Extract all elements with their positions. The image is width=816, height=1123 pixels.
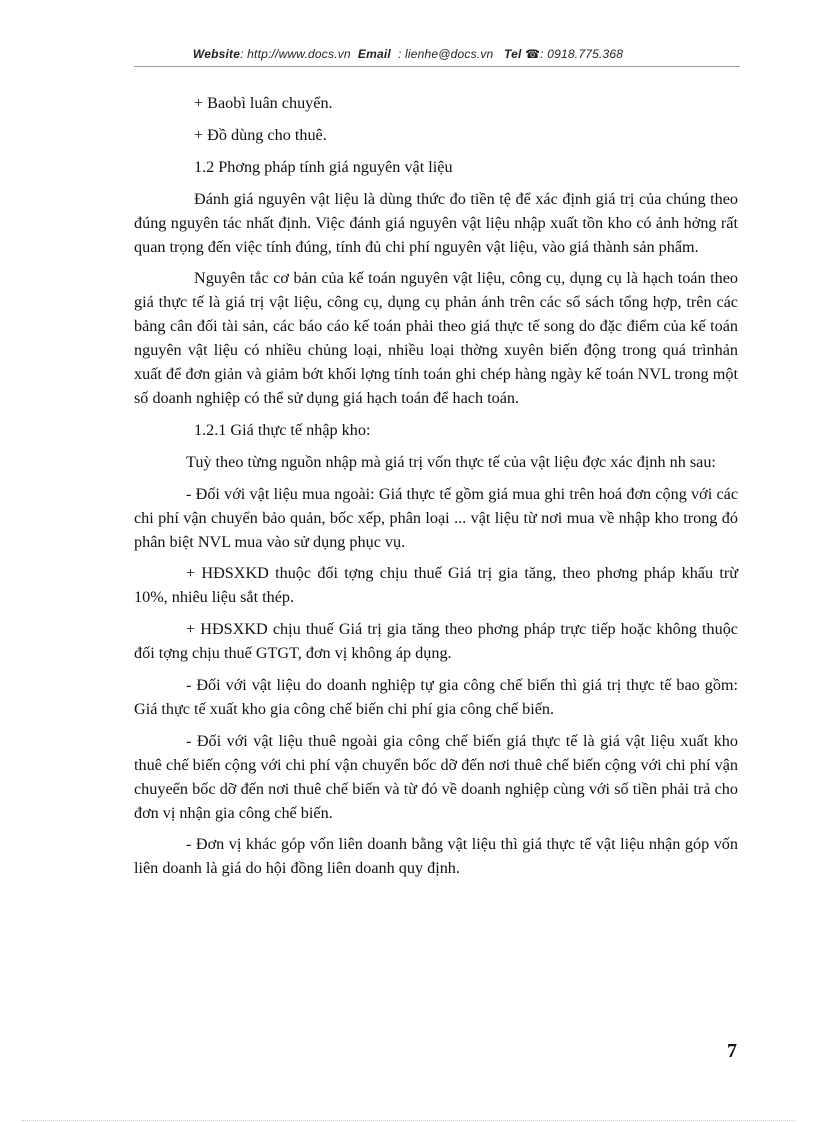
- paragraph-text: 1.2.1 Giá thực tế nhập kho:: [194, 420, 371, 439]
- paragraph-8: [134, 483, 738, 555]
- paragraph-text: + HĐSXKD chịu thuế Giá trị gia tăng theo phơng pháp trực tiếp hoặc không thuộc đối tợng chịu thuế GTGT, đơn vị không áp dụng.: [134, 620, 738, 663]
- body-text: [134, 92, 738, 889]
- paragraph-text: - Đối với vật liệu mua ngoài: Giá thực tế gồm giá mua ghi trên hoá đơn cộng với các chi phí vận chuyển bảo quản, bốc xếp, phân loại ... vật liệu từ nơi mua về nhập kho trong đó phân biệt NVL mua vào sử dụng phục vụ.: [134, 484, 738, 551]
- paragraph-7: [134, 451, 738, 475]
- paragraph-13: [134, 833, 738, 881]
- email-value: : lienhe@docs.vn: [397, 47, 494, 61]
- paragraph-5: [134, 267, 738, 410]
- paragraph-text: Tuỳ theo từng nguồn nhập mà giá trị vốn thực tế của vật liệu đợc xác định nh sau:: [186, 452, 716, 471]
- email-label: Email: [357, 47, 391, 61]
- paragraph-text: - Đơn vị khác góp vốn liên doanh bằng vật liệu thì giá thực tế vật liệu nhận góp vốn liên doanh là giá do hội đồng liên doanh quy định.: [134, 835, 738, 878]
- paragraph-text: Đánh giá nguyên vật liệu là dùng thức đo tiền tệ để xác định giá trị của chúng theo đúng nguyên tác nhất định. Việc đánh giá nguyên vật liệu nhập xuất tồn kho có ảnh hởng rất quan trọng đến việc tính đúng, tính đủ chi phí nguyên vật liệu, vào giá thành sản phẩm.: [134, 189, 738, 256]
- paragraph-1: [134, 92, 738, 116]
- paragraph-text: Nguyên tắc cơ bản của kế toán nguyên vật liệu, công cụ, dụng cụ là hạch toán theo giá thực tế là giá trị vật liệu, công cụ, dụng cụ phản ánh trên các sổ sách tổng hợp, trên các bảng cân đối tài sản, các báo cáo kế toán phải theo giá thực tế song do đặc điểm của kế toán nguyên vật liệu có nhiều chủng loại, nhiều loại thờng xuyên biến động trong quá trìnhản xuất để đơn giản và giảm bớt khối lợng tính toán ghi chép hàng ngày kế toán NVL trong một số doanh nghiệp có thể sử dụng giá hạch toán để hach toán.: [134, 269, 738, 407]
- paragraph-2: [134, 124, 738, 148]
- paragraph-text: + HĐSXKD thuộc đối tợng chịu thuế Giá trị gia tăng, theo phơng pháp khấu trừ 10%, nhiêu liệu sắt thép.: [134, 564, 738, 607]
- footer-divider: [22, 1120, 794, 1121]
- paragraph-11: [134, 674, 738, 722]
- paragraph-12: [134, 730, 738, 826]
- website-value: : http://www.docs.vn: [240, 47, 351, 61]
- paragraph-text: - Đối với vật liệu thuê ngoài gia công chế biến giá thực tế là giá vật liệu xuất kho thuê chế biến cộng với chi phí vận chuyển bốc dỡ đến nơi thuê chế biến cộng với chi phí vận chuyeển bốc dỡ đến nơi thuê chế biến và từ đó về doanh nghiệp cùng với số tiền phải trả cho đơn vị nhận gia công chế biến.: [134, 731, 738, 822]
- section-heading-1-2-1: [134, 419, 738, 443]
- header-divider: [134, 66, 740, 67]
- telephone-icon: ☎: [525, 47, 541, 61]
- tel-label: Tel: [504, 47, 522, 61]
- paragraph-10: [134, 618, 738, 666]
- page-number: 7: [727, 1040, 737, 1062]
- paragraph-text: + Baobì luân chuyển.: [194, 94, 333, 112]
- page-header: [0, 47, 816, 61]
- tel-value: : 0918.775.368: [540, 47, 624, 61]
- section-heading-1-2: [134, 156, 738, 180]
- paragraph-4: [134, 188, 738, 260]
- paragraph-9: [134, 562, 738, 610]
- paragraph-text: 1.2 Phơng pháp tính giá nguyên vật liệu: [194, 157, 453, 176]
- website-label: Website: [192, 47, 241, 61]
- paragraph-text: + Đồ dùng cho thuê.: [194, 125, 327, 144]
- paragraph-text: - Đối với vật liệu do doanh nghiệp tự gia công chế biến thì giá trị thực tế bao gồm: Giá thực tế xuất kho gia công chế biến chi phí gia công chế biến.: [134, 676, 738, 718]
